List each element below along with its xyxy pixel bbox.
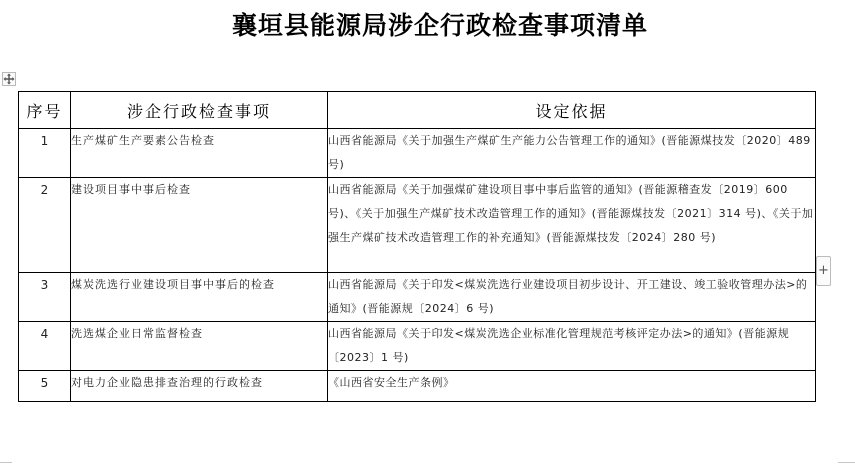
row-legal-basis: 山西省能源局《关于印发<煤炭洗选企业标准化管理规范考核评定办法>的通知》(晋能源规〔2023〕1 号): [328, 322, 816, 371]
document-title: 襄垣县能源局涉企行政检查事项清单: [231, 11, 648, 40]
row-inspection-item: 洗选煤企业日常监督检查: [71, 322, 328, 371]
page-margin-guide: [0, 462, 12, 463]
inspection-items-table: [18, 91, 816, 402]
table-row: [19, 178, 816, 273]
row-number: 5: [19, 371, 71, 402]
row-inspection-item: 生产煤矿生产要素公告检查: [71, 129, 328, 178]
table-row: [19, 273, 816, 322]
row-inspection-item: 建设项目事中事后检查: [71, 178, 328, 273]
row-number: 2: [19, 178, 71, 273]
row-inspection-item: 煤炭洗选行业建设项目事中事后的检查: [71, 273, 328, 322]
row-legal-basis: 山西省能源局《关于加强煤矿建设项目事中事后监管的通知》(晋能源稽查发〔2019〕600 号)、《关于加强生产煤矿技术改造管理工作的通知》(晋能源煤技发〔2021〕314 号)、《关于加强生产煤矿技术改造管理工作的补充通知》(晋能源煤技发〔2024〕280 号): [328, 178, 816, 273]
row-legal-basis: 《山西省安全生产条例》: [328, 371, 816, 402]
row-legal-basis: 山西省能源局《关于加强生产煤矿生产能力公告管理工作的通知》(晋能源煤技发〔2020〕489 号): [328, 129, 816, 178]
table-header-row: [19, 92, 816, 129]
row-inspection-item: 对电力企业隐患排查治理的行政检查: [71, 371, 328, 402]
row-number: 4: [19, 322, 71, 371]
row-number: 1: [19, 129, 71, 178]
table-move-handle-icon[interactable]: [2, 72, 16, 86]
page-margin-guide: [838, 462, 855, 463]
header-inspection-item: 涉企行政检查事项: [71, 92, 328, 129]
row-legal-basis: 山西省能源局《关于印发<煤炭洗选行业建设项目初步设计、开工建设、竣工验收管理办法>的通知》(晋能源规〔2024〕6 号): [328, 273, 816, 322]
add-column-button[interactable]: +: [816, 256, 831, 286]
table-row: [19, 371, 816, 402]
header-legal-basis: 设定依据: [328, 92, 816, 129]
table-row: [19, 129, 816, 178]
row-number: 3: [19, 273, 71, 322]
table-row: [19, 322, 816, 371]
header-number: 序号: [19, 92, 71, 129]
